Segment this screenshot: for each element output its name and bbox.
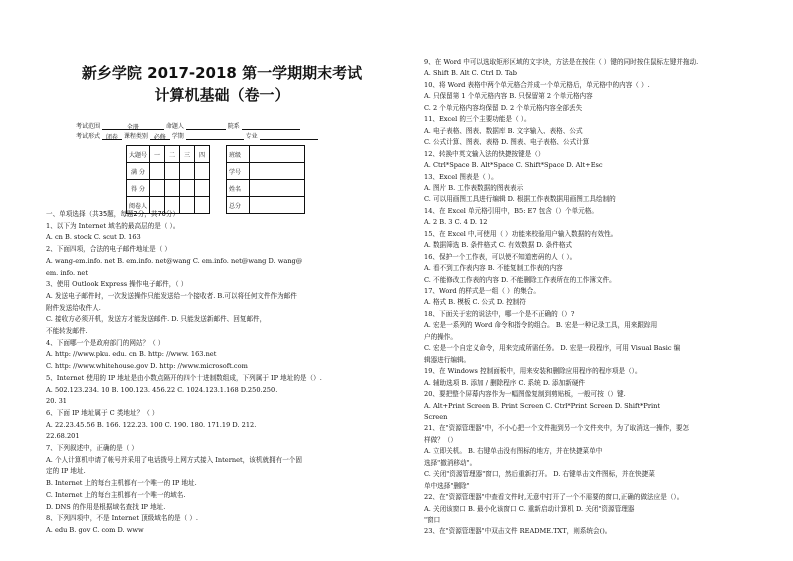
question-line: A. 发送电子邮件时，一次发送操作只能发送给一个接收者. B.可以将任何文件作为邮件 xyxy=(46,291,297,300)
question-line: 12、转换中英文输入法的快捷按键是（） xyxy=(424,149,545,158)
question-line: 13、Excel 图表是（ ）。 xyxy=(424,172,498,181)
score-header-cell: 一 xyxy=(150,146,165,163)
question-line: C. 2 个单元格内容均保留 D. 2 个单元格内容全部丢失 xyxy=(424,103,583,112)
student-info-table xyxy=(226,145,305,214)
question-line: A. 宏是一系列的 Word 命令和指令的组合。 B. 宏是一种记录工具，用来跟踪用 xyxy=(424,321,658,330)
question-line: B. Internet 上的每台主机都有一个唯一的 IP 地址. xyxy=(46,479,197,488)
score-cell[interactable] xyxy=(180,180,195,197)
question-line: A. wang-em.info. net B. em.info. net@wang C. em.info. net@wang D. wang@ xyxy=(46,256,303,265)
question-line: 辑器进行编辑。 xyxy=(424,355,471,364)
score-row xyxy=(127,163,210,180)
id-field-label: 学号 xyxy=(227,163,250,180)
score-cell[interactable] xyxy=(150,163,165,180)
question-line: C. 关闭"资源管理器"窗口，然后重新打开。 D. 右键单击文件图标，并在快捷菜 xyxy=(424,470,655,479)
question-line: 4、下面哪一个是政府部门的网站？（ ） xyxy=(46,338,165,347)
info-row-2 xyxy=(76,131,318,140)
score-cell[interactable] xyxy=(195,197,210,214)
exam-title: 新乡学院 2017-2018 第一学期期末考试 xyxy=(81,64,363,82)
question-line: 1、以下为 Internet 域名的最高层的是（ ）。 xyxy=(46,221,180,230)
question-line: 9、在 Word 中可以选取矩形区域的文字块，方法是在按住（ ）键的同时按住鼠标左键并拖动. xyxy=(424,58,699,66)
question-line: 20. 31 xyxy=(46,397,67,406)
question-line: A. 502.123.234. 10 B. 100.123. 456.22 C. 1024.123.1.168 D.250.250. xyxy=(46,385,278,394)
score-header-cell: 四 xyxy=(195,146,210,163)
question-line: 11、Excel 的三个主要功能是（ ）。 xyxy=(424,115,531,124)
question-line: 定的 IP 地址. xyxy=(46,467,86,476)
range-value: 全册 xyxy=(126,124,139,131)
question-line: C. 公式计算、图表、表格 D. 图表、电子表格、公式计算 xyxy=(424,138,590,147)
question-line: A. 图片 B. 工作表数据的图表表示 xyxy=(424,183,524,192)
question-line: A. 个人计算机申请了帐号并采用了电话拨号上网方式接入 Internet，该机就拥有一个固 xyxy=(46,455,302,464)
score-cell[interactable] xyxy=(180,163,195,180)
question-line: A. 数据筛选 B. 条件格式 C. 有效数据 D. 条件格式 xyxy=(424,241,573,250)
question-line: A. http: //www.pku. edu. cn B. http: //www. 163.net xyxy=(46,350,217,359)
question-line: D. DNS 的作用是根据域名查找 IP 地址. xyxy=(46,502,166,511)
question-line: 20、要把整个屏幕内容作为一幅图像复制到剪贴板，一般可按（）键. xyxy=(424,390,626,399)
total-field-label: 总分 xyxy=(227,197,250,214)
question-line: C. 接收方必须开机，发送方才能发送邮件. D. 只能发送新邮件、回复邮件， xyxy=(46,315,267,324)
score-row-label: 满 分 xyxy=(127,163,150,180)
form-value: 闭卷 xyxy=(105,134,118,141)
class-label: 学期 xyxy=(171,133,184,140)
question-line: A. Shift B. Alt C. Ctrl D. Tab xyxy=(424,69,518,78)
score-cell[interactable] xyxy=(150,180,165,197)
name-field-label: 姓名 xyxy=(227,180,250,197)
question-line: C. 不能修改工作表的内容 D. 不能删除工作表所在的工作簿文件。 xyxy=(424,275,616,284)
score-cell[interactable] xyxy=(165,180,180,197)
score-row-label: 得 分 xyxy=(127,180,150,197)
question-line: 22.68.201 xyxy=(46,432,80,441)
question-line: 2、下面四项，合法的电子邮件地址是（ ） xyxy=(46,245,171,254)
form-label: 考试形式 xyxy=(76,133,101,140)
question-line: A. 看不到工作表内容 B. 不能复制工作表的内容 xyxy=(424,264,563,273)
question-line: A. 电子表格、图表、数据库 B. 文字输入、表格、公式 xyxy=(424,126,583,135)
question-line: A. 22.23.45.56 B. 166. 122.23. 100 C. 190. 180. 171.19 D. 212. xyxy=(46,420,257,429)
question-line: 17、Word 的样式是一组（ ）的集合。 xyxy=(424,287,540,295)
score-cell[interactable] xyxy=(195,180,210,197)
score-cell[interactable] xyxy=(165,163,180,180)
question-line: 3、使用 Outlook Express 操作电子邮件，（ ） xyxy=(46,280,188,289)
question-line: Screen xyxy=(424,412,448,421)
question-line: 22、在"资源管理器"中查看文件时,无意中打开了一个不需要的窗口,正确的做法应是（）。 xyxy=(424,493,684,502)
question-line: 14、在 Excel 单元格引用中，B5: E7 包含（）个单元格。 xyxy=(424,206,598,215)
question-line: A. edu B. gov C. com D. www xyxy=(46,525,144,534)
id-field[interactable] xyxy=(250,163,305,180)
total-field[interactable] xyxy=(250,197,305,214)
question-line: 18、下面关于宏的说法中，哪一个是不正确的（）? xyxy=(424,309,575,318)
name-field[interactable] xyxy=(250,180,305,197)
score-row xyxy=(127,180,210,197)
major-label: 专业 xyxy=(245,133,258,140)
question-line: A. 关闭该窗口 B. 最小化该窗口 C. 重新启动计算机 D. 关闭"资源管理器 xyxy=(424,504,635,513)
question-line: C. Internet 上的每台主机都有一个唯一的域名. xyxy=(46,490,186,499)
question-line: A. 立即关机。 B. 右键单击没有图标的地方，并在快捷菜单中 xyxy=(424,447,603,456)
question-line: A. 只保留第 1 个单元格内容 B. 只保留第 2 个单元格内容 xyxy=(424,92,593,101)
question-line: 一、单项选择（共35题，每题2分，共70分） xyxy=(46,210,180,218)
question-line: 8、下列四项中，不是 Internet 顶级域名的是（ ）. xyxy=(46,514,199,523)
question-line: 16、保护一个工作表，可以使不知道密码的人（ ）。 xyxy=(424,252,577,261)
question-line: A. Alt+Print Screen B. Print Screen C. Ctrl*Print Screen D. Shift*Print xyxy=(424,401,660,410)
question-line: 23、在"资源管理器"中双击文件 README.TXT，则系统会()。 xyxy=(424,527,612,536)
score-cell[interactable] xyxy=(195,163,210,180)
question-line: 6、下面 IP 地址属于 C 类地址？（ ） xyxy=(46,408,159,417)
score-header-cell: 大题号 xyxy=(127,146,150,163)
question-line: "窗口 xyxy=(424,516,441,524)
exam-subtitle: 计算机基础（卷一） xyxy=(154,86,290,104)
question-line: 19、在 Windows 控制面板中，用来安装和删除应用程序的程序项是（）。 xyxy=(424,367,642,376)
class-field[interactable] xyxy=(250,146,305,163)
question-line: C. http: //www.whitehouse.gov D. http: //www.microsoft.com xyxy=(46,362,248,371)
question-line: A. 2 B. 3 C. 4 D. 12 xyxy=(424,218,488,227)
score-row-label: 阅卷人 xyxy=(127,197,150,214)
score-cell[interactable] xyxy=(180,197,195,214)
question-line: 户的操作。 xyxy=(424,332,457,341)
score-header-cell: 三 xyxy=(180,146,195,163)
range-label: 考试范围 xyxy=(76,123,101,130)
setter-label: 命题人 xyxy=(165,123,184,130)
question-line: A. Ctrl*Space B. Alt*Space C. Shift*Space D. Alt+Esc xyxy=(424,161,603,170)
question-line: 21、在"资源管理器"中，不小心把一个文件拖到另一个文件夹中，为了取消这一操作，要怎 xyxy=(424,424,690,433)
question-line: 不能转发邮件. xyxy=(46,327,88,335)
question-line: A. cn B. stock C. scut D. 163 xyxy=(46,233,141,242)
question-line: A. 辅助选项 B. 添加 / 删除程序 C. 系统 D. 添加新硬件 xyxy=(424,378,586,387)
question-line: 选择"撤消移动"。 xyxy=(424,458,477,467)
type-value: 必修 xyxy=(153,134,166,141)
score-header-cell: 二 xyxy=(165,146,180,163)
score-table xyxy=(126,145,210,214)
question-line: 单中选择"删除" xyxy=(424,481,470,490)
question-line: 10、将 Word 表格中两个单元格合并成一个单元格后，单元格中的内容（ ）. xyxy=(424,80,650,89)
dept-label: 院系 xyxy=(227,123,240,130)
question-line: 样做？（） xyxy=(424,435,457,444)
question-line: A. 格式 B. 模板 C. 公式 D. 控制符 xyxy=(424,298,526,307)
score-header-row xyxy=(127,146,210,163)
info-row-1 xyxy=(76,121,300,130)
question-line: em. info. net xyxy=(46,268,88,277)
type-label: 课程类别 xyxy=(123,133,148,140)
question-line: 7、下列叙述中，正确的是（ ） xyxy=(46,444,139,452)
question-line: C. 可以用画图工具进行编辑 D. 根据工作表数据用画图工具绘制的 xyxy=(424,195,616,204)
question-line: 15、在 Excel 中,可使用（ ）功能来校验用户输入数据的有效性。 xyxy=(424,229,618,238)
class-field-label: 班级 xyxy=(227,146,250,163)
question-line: C. 宏是一个自定义命令，用来完成所需任务。 D. 宏是一段程序，可用 Visual Basic 编 xyxy=(424,344,681,353)
question-line: 5、Internet 使用的 IP 地址是由小数点隔开的四个十进制数组成，下列属于 IP 地址的是（）. xyxy=(46,373,322,382)
question-line: 附件发送给收件人. xyxy=(46,303,101,312)
